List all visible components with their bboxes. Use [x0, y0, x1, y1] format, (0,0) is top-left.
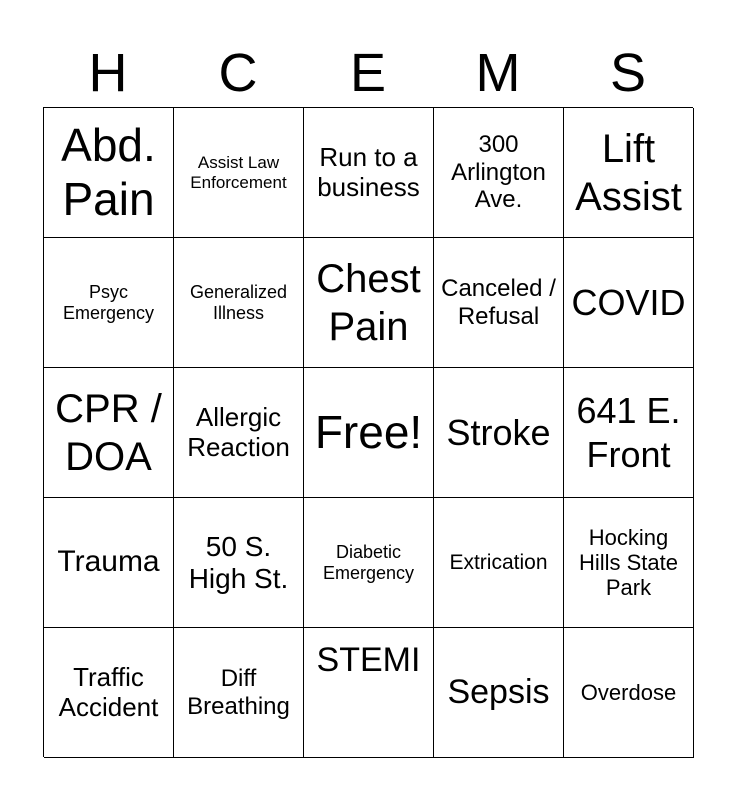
bingo-cell-r5c2[interactable] — [174, 628, 304, 758]
bingo-cell-r2c3[interactable] — [304, 238, 434, 368]
bingo-cell-r1c2[interactable] — [174, 108, 304, 238]
cell-text: CPR / DOA — [55, 386, 162, 479]
bingo-cell-r4c5[interactable] — [564, 498, 694, 628]
bingo-cell-r2c4[interactable] — [434, 238, 564, 368]
bingo-cell-r3c4[interactable] — [434, 368, 564, 498]
cell-text: Assist Law Enforcement — [190, 153, 287, 192]
bingo-cell-r4c2[interactable] — [174, 498, 304, 628]
bingo-cell-r3c2[interactable] — [174, 368, 304, 498]
bingo-cell-r5c4[interactable] — [434, 628, 564, 758]
cell-text: Trauma — [57, 545, 160, 579]
bingo-cell-r2c1[interactable] — [44, 238, 174, 368]
cell-text: Free! — [314, 405, 423, 458]
header-letter-s: S — [609, 43, 647, 103]
cell-text: Canceled / Refusal — [441, 275, 556, 330]
cell-text: Generalized Illness — [189, 281, 288, 323]
cell-text: Chest Pain — [316, 256, 421, 349]
bingo-cell-r4c4[interactable] — [434, 498, 564, 628]
bingo-cell-r1c4[interactable] — [434, 108, 564, 238]
cell-text: Extrication — [449, 550, 548, 574]
bingo-cell-r3c3[interactable] — [304, 368, 434, 498]
bingo-cell-r4c3[interactable] — [304, 498, 434, 628]
bingo-cell-r1c1[interactable] — [44, 108, 174, 238]
cell-text: 50 S. High St. — [188, 530, 289, 594]
cell-text: 641 E. Front — [576, 389, 681, 475]
cell-text: Diabetic Emergency — [322, 541, 415, 583]
header-letter-c: C — [218, 43, 258, 103]
cell-text: STEMI — [316, 641, 421, 679]
bingo-cell-r1c5[interactable] — [564, 108, 694, 238]
cell-text: Stroke — [446, 411, 551, 453]
bingo-cell-r3c5[interactable] — [564, 368, 694, 498]
cell-text: Traffic Accident — [58, 661, 159, 722]
header-letter-h: H — [88, 43, 128, 103]
header-letter-m: M — [475, 43, 521, 103]
cell-text: Psyc Emergency — [62, 281, 155, 323]
bingo-board — [43, 107, 693, 757]
bingo-cell-r5c3[interactable] — [304, 628, 434, 758]
bingo-cell-r1c3[interactable] — [304, 108, 434, 238]
bingo-cell-r5c5[interactable] — [564, 628, 694, 758]
header-letter-e: E — [349, 43, 387, 103]
cell-text: Abd. Pain — [61, 118, 156, 225]
cell-text: 300 Arlington Ave. — [451, 131, 546, 214]
cell-text: Hocking Hills State Park — [578, 524, 679, 601]
bingo-cell-r3c1[interactable] — [44, 368, 174, 498]
bingo-cell-r2c5[interactable] — [564, 238, 694, 368]
bingo-cell-r4c1[interactable] — [44, 498, 174, 628]
cell-text: Allergic Reaction — [187, 401, 290, 462]
bingo-cell-r5c1[interactable] — [44, 628, 174, 758]
cell-text: COVID — [571, 281, 686, 323]
cell-text: Lift Assist — [575, 126, 682, 219]
cell-text: Overdose — [580, 679, 677, 705]
bingo-cell-r2c2[interactable] — [174, 238, 304, 368]
cell-text: Sepsis — [447, 672, 550, 711]
cell-text: Run to a business — [317, 141, 420, 202]
cell-text: Diff Breathing — [187, 665, 290, 720]
bingo-header — [43, 40, 693, 106]
